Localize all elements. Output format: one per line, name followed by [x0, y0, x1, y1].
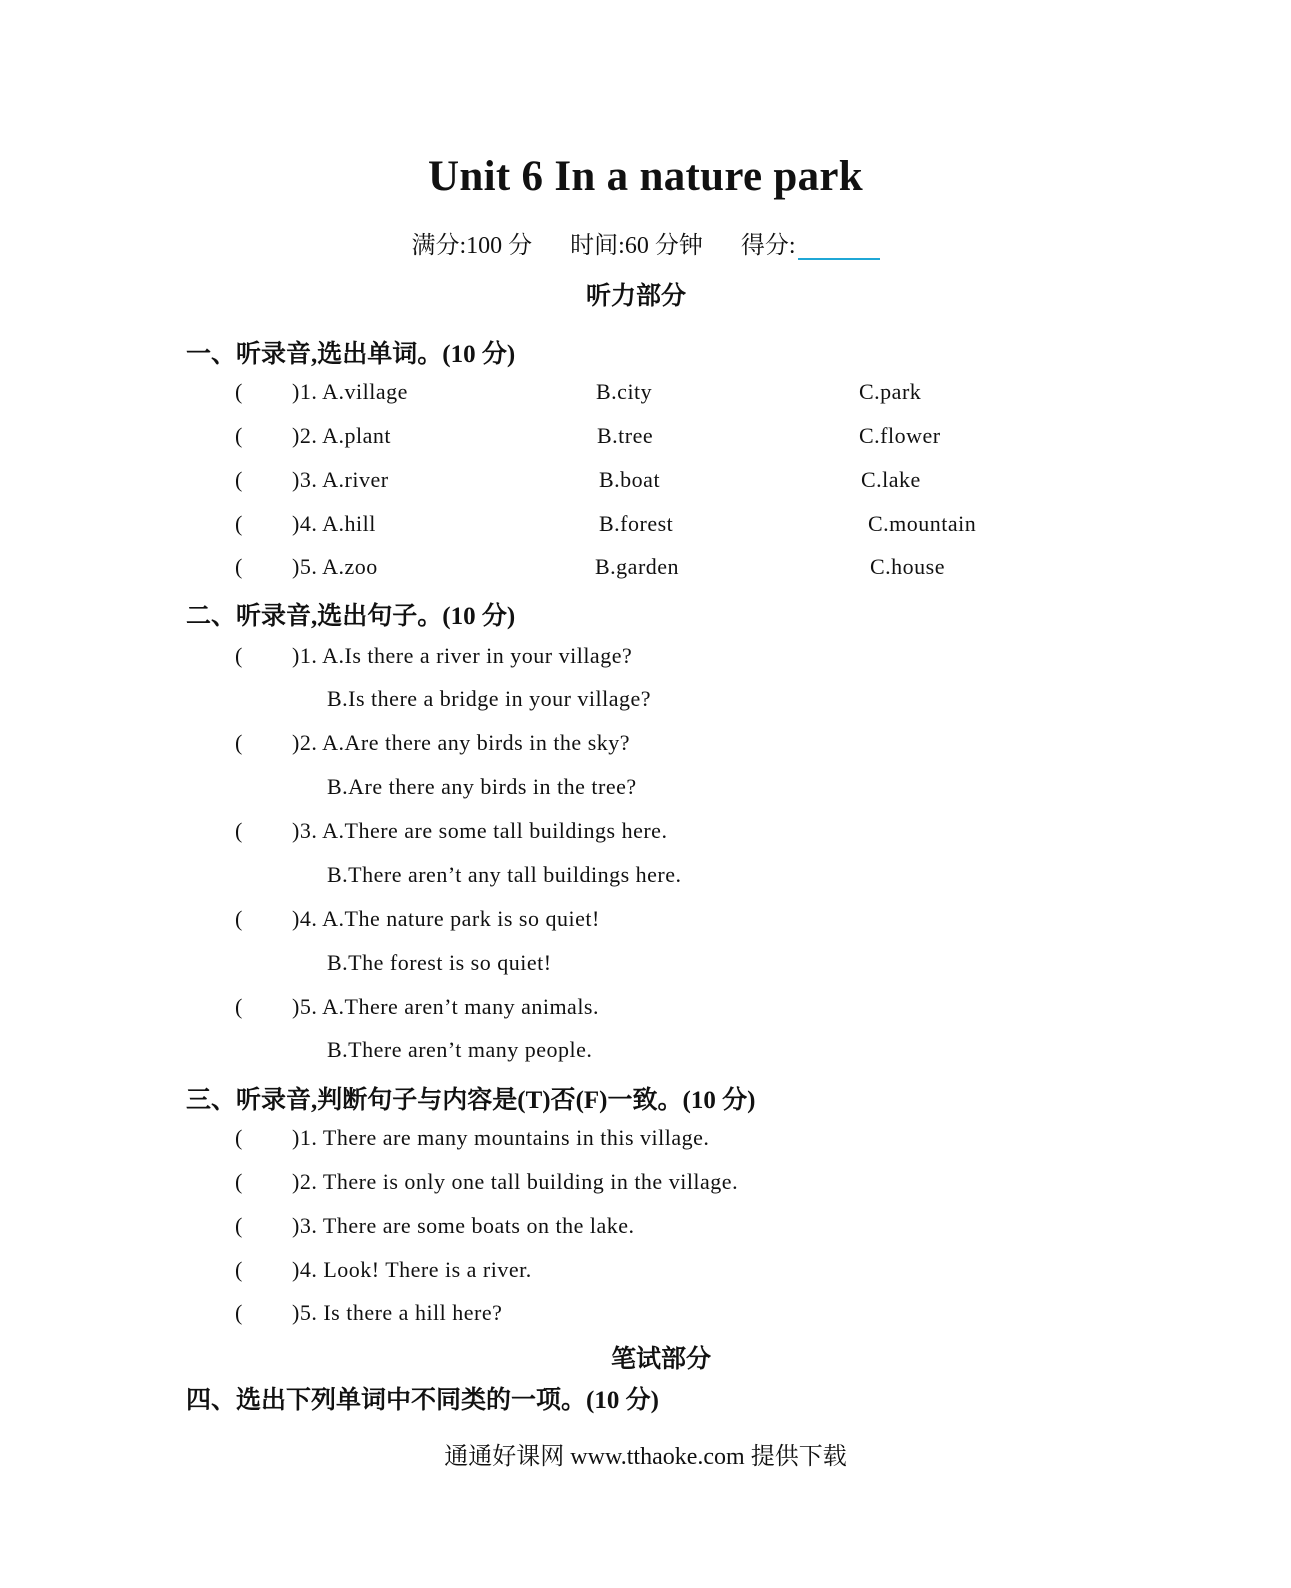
q1-item-2-b: B.tree: [597, 423, 654, 448]
answer-paren[interactable]: (: [235, 1257, 243, 1282]
q1-item-5-c: C.house: [870, 554, 945, 579]
answer-paren[interactable]: (: [235, 643, 243, 668]
q2-item-1-a: )1. A.Is there a river in your village?: [292, 643, 633, 668]
section-2-heading: 二、听录音,选出句子。(10 分): [186, 603, 516, 630]
q1-item-2-c: C.flower: [859, 423, 941, 448]
time-limit: 时间:60 分钟: [570, 233, 703, 259]
footer-source: 通通好课网 www.tthaoke.com 提供下载: [444, 1444, 847, 1470]
q1-item-4-c: C.mountain: [868, 511, 977, 536]
section-4-heading: 四、选出下列单词中不同类的一项。(10 分): [186, 1387, 659, 1414]
q2-item-1-b: B.Is there a bridge in your village?: [327, 686, 652, 711]
q2-item-5-b: B.There aren’t many people.: [327, 1037, 593, 1062]
writing-part-heading: 笔试部分: [610, 1346, 711, 1373]
q1-item-5-b: B.garden: [595, 554, 680, 579]
answer-paren[interactable]: (: [235, 467, 243, 492]
full-score: 满分:100 分: [411, 233, 533, 259]
q1-item-3: )3. A.river: [292, 467, 389, 492]
answer-paren[interactable]: (: [235, 1213, 243, 1238]
answer-paren[interactable]: (: [235, 1300, 243, 1325]
q2-item-5-a: )5. A.There aren’t many animals.: [292, 994, 599, 1019]
listening-part-heading: 听力部分: [585, 283, 686, 310]
q1-item-4-b: B.forest: [599, 511, 674, 536]
q3-item-5: )5. Is there a hill here?: [292, 1300, 503, 1325]
q2-item-2-b: B.Are there any birds in the tree?: [327, 774, 637, 799]
q1-item-4: )4. A.hill: [292, 511, 376, 536]
answer-paren[interactable]: (: [235, 994, 243, 1019]
answer-paren[interactable]: (: [235, 818, 243, 843]
q1-item-1-b: B.city: [596, 379, 653, 404]
answer-paren[interactable]: (: [235, 511, 243, 536]
q2-item-2-a: )2. A.Are there any birds in the sky?: [292, 730, 631, 755]
q1-item-3-b: B.boat: [599, 467, 661, 492]
q3-item-2: )2. There is only one tall building in the village.: [292, 1169, 739, 1194]
answer-paren[interactable]: (: [235, 906, 243, 931]
q3-item-3: )3. There are some boats on the lake.: [292, 1213, 635, 1238]
answer-paren[interactable]: (: [235, 730, 243, 755]
exam-meta: [0, 225, 1291, 260]
q1-item-3-c: C.lake: [861, 467, 921, 492]
q3-item-1: )1. There are many mountains in this village.: [292, 1125, 710, 1150]
q1-item-1-c: C.park: [859, 379, 922, 404]
answer-paren[interactable]: (: [235, 423, 243, 448]
q2-item-3-a: )3. A.There are some tall buildings here.: [292, 818, 668, 843]
score-label: 得分:: [740, 233, 796, 259]
q3-item-4: )4. Look! There is a river.: [292, 1257, 532, 1282]
q2-item-4-b: B.The forest is so quiet!: [327, 950, 552, 975]
answer-paren[interactable]: (: [235, 379, 243, 404]
q2-item-4-a: )4. A.The nature park is so quiet!: [292, 906, 600, 931]
answer-paren[interactable]: (: [235, 1125, 243, 1150]
answer-paren[interactable]: (: [235, 554, 243, 579]
q1-item-1: )1. A.village: [292, 379, 408, 404]
q2-item-3-b: B.There aren’t any tall buildings here.: [327, 862, 682, 887]
q1-item-5: )5. A.zoo: [292, 554, 378, 579]
answer-paren[interactable]: (: [235, 1169, 243, 1194]
page-title: Unit 6 In a nature park: [428, 153, 863, 200]
score-blank[interactable]: [798, 232, 880, 260]
q1-item-2: )2. A.plant: [292, 423, 391, 448]
section-3-heading: 三、听录音,判断句子与内容是(T)否(F)一致。(10 分): [186, 1087, 756, 1114]
section-1-heading: 一、听录音,选出单词。(10 分): [186, 341, 516, 368]
